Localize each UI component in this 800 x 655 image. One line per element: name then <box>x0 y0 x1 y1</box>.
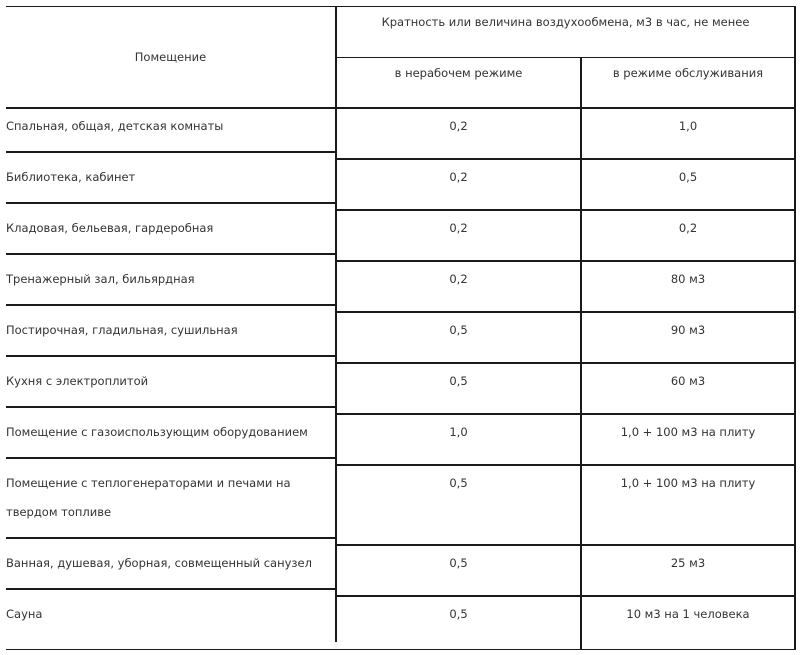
table-row-idle <box>337 262 582 313</box>
room-name: Кухня с электроплитой <box>6 374 149 388</box>
idle-value: 0,5 <box>449 323 468 337</box>
ventilation-table <box>6 6 796 650</box>
table-row-service <box>582 313 795 364</box>
table-row-service <box>582 415 795 466</box>
table-row-idle <box>337 109 582 160</box>
table-row-room <box>6 459 337 539</box>
table-row-service <box>582 546 795 597</box>
room-name: Спальная, общая, детская комнаты <box>6 119 224 133</box>
table-row-room <box>6 102 337 153</box>
table-row-service <box>582 364 795 415</box>
table-row-service <box>582 109 795 160</box>
table-row-idle <box>337 546 582 597</box>
table-row-service <box>582 466 795 546</box>
service-value: 0,5 <box>678 170 698 184</box>
header-exchange-label: Кратность или величина воздухообмена, м3 в час, не менее <box>381 15 750 29</box>
table-row-room <box>6 408 337 459</box>
room-name: Библиотека, кабинет <box>6 170 136 184</box>
service-value: 80 м3 <box>670 272 706 286</box>
idle-value: 0,5 <box>449 374 468 388</box>
table-row-service <box>582 597 795 649</box>
idle-value: 0,2 <box>449 221 468 235</box>
idle-value: 0,5 <box>449 556 468 570</box>
service-value: 90 м3 <box>670 323 706 337</box>
room-name: Кладовая, бельевая, гардеробная <box>6 221 214 235</box>
table-row-idle <box>337 313 582 364</box>
idle-value: 0,5 <box>449 476 468 490</box>
table-row-service <box>582 262 795 313</box>
idle-value: 1,0 <box>449 425 468 439</box>
header-exchange <box>337 7 795 58</box>
idle-value: 0,2 <box>449 170 468 184</box>
table-row-service <box>582 211 795 262</box>
room-name: Ванная, душевая, уборная, совмещенный санузел <box>6 556 312 570</box>
table-row-idle <box>337 211 582 262</box>
room-name: Сауна <box>6 607 43 621</box>
table-row-room <box>6 539 337 590</box>
header-service <box>582 58 795 109</box>
service-value: 1,0 + 100 м3 на плиту <box>620 476 756 490</box>
service-value: 60 м3 <box>670 374 706 388</box>
table-row-room <box>6 255 337 306</box>
table-row-room <box>6 306 337 357</box>
room-name: Помещение с газоиспользующим оборудованием <box>6 425 308 439</box>
service-value: 1,0 <box>678 119 698 133</box>
header-idle <box>337 58 582 109</box>
table-row-idle <box>337 415 582 466</box>
room-name: Тренажерный зал, бильярдная <box>6 272 195 286</box>
table-row-service <box>582 160 795 211</box>
table-row-room <box>6 204 337 255</box>
service-value: 0,2 <box>678 221 698 235</box>
room-name: Постирочная, гладильная, сушильная <box>6 323 238 337</box>
header-idle-label: в нерабочем режиме <box>394 66 523 80</box>
idle-value: 0,2 <box>449 119 468 133</box>
table-row-room <box>6 590 337 642</box>
table-row-idle <box>337 466 582 546</box>
service-value: 1,0 + 100 м3 на плиту <box>620 425 756 439</box>
header-service-label: в режиме обслуживания <box>612 66 764 80</box>
table-row-idle <box>337 160 582 211</box>
idle-value: 0,5 <box>449 607 468 621</box>
room-name: Помещение с теплогенераторами и печами на твердом топливе <box>6 476 291 519</box>
service-value: 10 м3 на 1 человека <box>626 607 750 621</box>
table-row-room <box>6 357 337 408</box>
table-row-idle <box>337 364 582 415</box>
idle-value: 0,2 <box>449 272 468 286</box>
service-value: 25 м3 <box>670 556 706 570</box>
table-row-room <box>6 153 337 204</box>
header-room-label: Помещение <box>134 50 207 64</box>
header-room <box>6 7 337 109</box>
table-row-idle <box>337 597 582 649</box>
